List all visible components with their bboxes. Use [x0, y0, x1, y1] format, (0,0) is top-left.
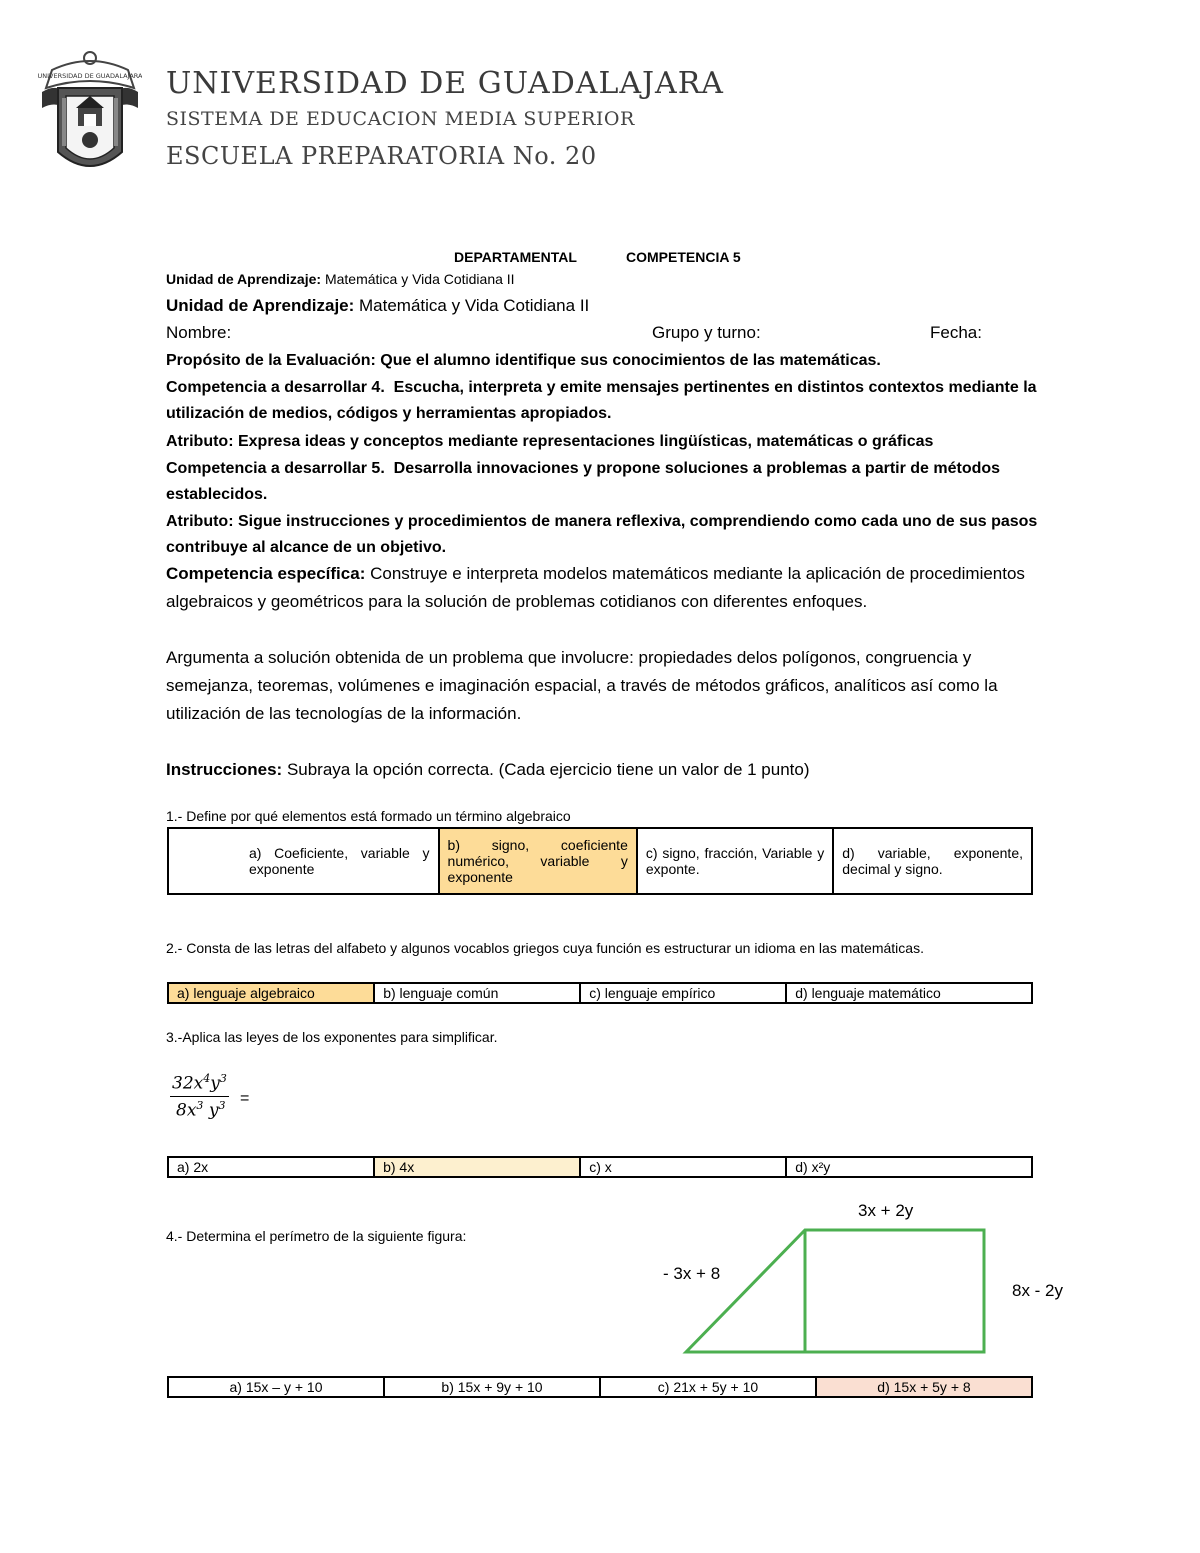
competence-4-label: Competencia a desarrollar 4.: [166, 379, 385, 396]
q2-option-a[interactable]: a) lenguaje algebraico: [168, 983, 374, 1003]
argument-text: Argumenta a solución obtenida de un problema que involucre: propiedades delos polígonos, congruencia y semejanza, teoremas, volúmenes e imaginación espacial, a través de métodos gráficos, analíticos así como la utilización de las tecnologías de la información.: [166, 648, 998, 723]
purpose: [166, 348, 1046, 374]
question-4: 4.- Determina el perímetro de la siguiente figura:: [166, 1228, 467, 1244]
q2-option-c[interactable]: c) lenguaje empírico: [580, 983, 786, 1003]
label-top-side: 3x + 2y: [858, 1201, 914, 1220]
specific-competence-label: Competencia específica:: [166, 564, 366, 583]
fraction-numerator: $32x^4y^3$: [170, 1072, 229, 1097]
date-field: Fecha:: [930, 323, 982, 342]
unit-small-line: [166, 271, 515, 287]
q3-option-c[interactable]: c) x: [580, 1157, 786, 1177]
q1-option-b[interactable]: b) signo, coeficiente numérico, variable y exponente: [439, 828, 637, 894]
seal-lettering: UNIVERSIDAD DE GUADALAJARA: [38, 72, 142, 80]
q2-option-d[interactable]: d) lenguaje matemático: [786, 983, 1032, 1003]
question-3-options: [167, 1156, 1033, 1178]
education-system: SISTEMA DE EDUCACION MEDIA SUPERIOR: [166, 108, 635, 130]
instructions-label: Instrucciones:: [166, 760, 283, 779]
unit-small-label: Unidad de Aprendizaje:: [166, 271, 322, 287]
unit-small-value: Matemática y Vida Cotidiana II: [324, 271, 515, 287]
question-2: 2.- Consta de las letras del alfabeto y algunos vocablos griegos cuya función es estructurar un idioma en las matemáticas.: [166, 940, 924, 956]
q1-option-c[interactable]: c) signo, fracción, Variable y exponte.: [637, 828, 833, 894]
attribute-2-text: Sigue instrucciones y procedimientos de manera reflexiva, comprendiendo como cada uno de sus pasos contribuye al alcance de un objetivo.: [166, 513, 1038, 556]
question-1-options: [167, 827, 1033, 895]
title-departmental: DEPARTAMENTAL: [454, 249, 577, 265]
instructions: [166, 760, 810, 780]
competence-5: [166, 456, 1046, 508]
label-right-side: 8x - 2y: [1012, 1281, 1064, 1300]
attribute-1-label: Atributo:: [166, 433, 234, 450]
q3-option-b[interactable]: b) 4x: [374, 1157, 580, 1177]
q4-option-c[interactable]: c) 21x + 5y + 10: [600, 1377, 816, 1397]
specific-competence: [166, 560, 1046, 616]
question-2-options: [167, 982, 1033, 1004]
q1-option-a[interactable]: a) Coeficiente, variable y exponente: [168, 828, 439, 894]
unit-line: [166, 296, 589, 316]
question-1: 1.- Define por qué elementos está formado un término algebraico: [166, 808, 571, 824]
competence-4-text: Escucha, interpreta y emite mensajes pertinentes en distintos contextos mediante la utilización de medios, códigos y herramientas apropiados.: [166, 379, 1037, 422]
q4-option-b[interactable]: b) 15x + 9y + 10: [384, 1377, 600, 1397]
fraction-denominator: $8x^3$ $y^3$: [176, 1098, 226, 1121]
q4-option-d[interactable]: d) 15x + 5y + 8: [816, 1377, 1032, 1397]
university-name: UNIVERSIDAD DE GUADALAJARA: [166, 66, 724, 101]
group-field: Grupo y turno:: [652, 323, 761, 342]
q4-option-a[interactable]: a) 15x – y + 10: [168, 1377, 384, 1397]
label-left-side: - 3x + 8: [663, 1264, 721, 1283]
attribute-1: [166, 429, 1046, 455]
instructions-text: Subraya la opción correcta. (Cada ejercicio tiene un valor de 1 punto): [286, 760, 810, 779]
unit-value: Matemática y Vida Cotidiana II: [359, 296, 590, 315]
q2-option-b[interactable]: b) lenguaje común: [374, 983, 580, 1003]
specific-competence-text: Construye e interpreta modelos matemáticos mediante la aplicación de procedimientos algebraicos y geométricos para la solución de problemas cotidianos con diferentes enfoques.: [166, 564, 1025, 611]
competence-5-label: Competencia a desarrollar 5.: [166, 460, 385, 477]
title-competence: COMPETENCIA 5: [626, 249, 741, 265]
trapezoid-shape: [686, 1230, 984, 1352]
perimeter-figure: [680, 1222, 1000, 1362]
equals-sign: =: [240, 1090, 250, 1107]
q3-option-a[interactable]: a) 2x: [168, 1157, 374, 1177]
attribute-1-text: Expresa ideas y conceptos mediante representaciones lingüísticas, matemáticas o gráficas: [237, 433, 934, 450]
purpose-label: Propósito de la Evaluación:: [166, 352, 376, 369]
attribute-2-label: Atributo:: [166, 513, 234, 530]
q1-option-d[interactable]: d) variable, exponente, decimal y signo.: [833, 828, 1032, 894]
school-name: ESCUELA PREPARATORIA No. 20: [166, 142, 597, 170]
unit-label: Unidad de Aprendizaje:: [166, 296, 355, 315]
competence-5-text: Desarrolla innovaciones y propone soluciones a problemas a partir de métodos establecidos.: [166, 460, 1001, 503]
purpose-text: Que el alumno identifique sus conocimientos de las matemáticas.: [380, 352, 881, 369]
question-4-options: [167, 1376, 1033, 1398]
competence-4: [166, 375, 1046, 427]
q3-option-d[interactable]: d) x²y: [786, 1157, 1032, 1177]
attribute-2: [166, 509, 1046, 561]
university-seal-logo: [38, 48, 142, 188]
fraction-expression: [170, 1072, 229, 1120]
name-field: Nombre:: [166, 323, 232, 342]
question-3: 3.-Aplica las leyes de los exponentes para simplificar.: [166, 1029, 498, 1045]
